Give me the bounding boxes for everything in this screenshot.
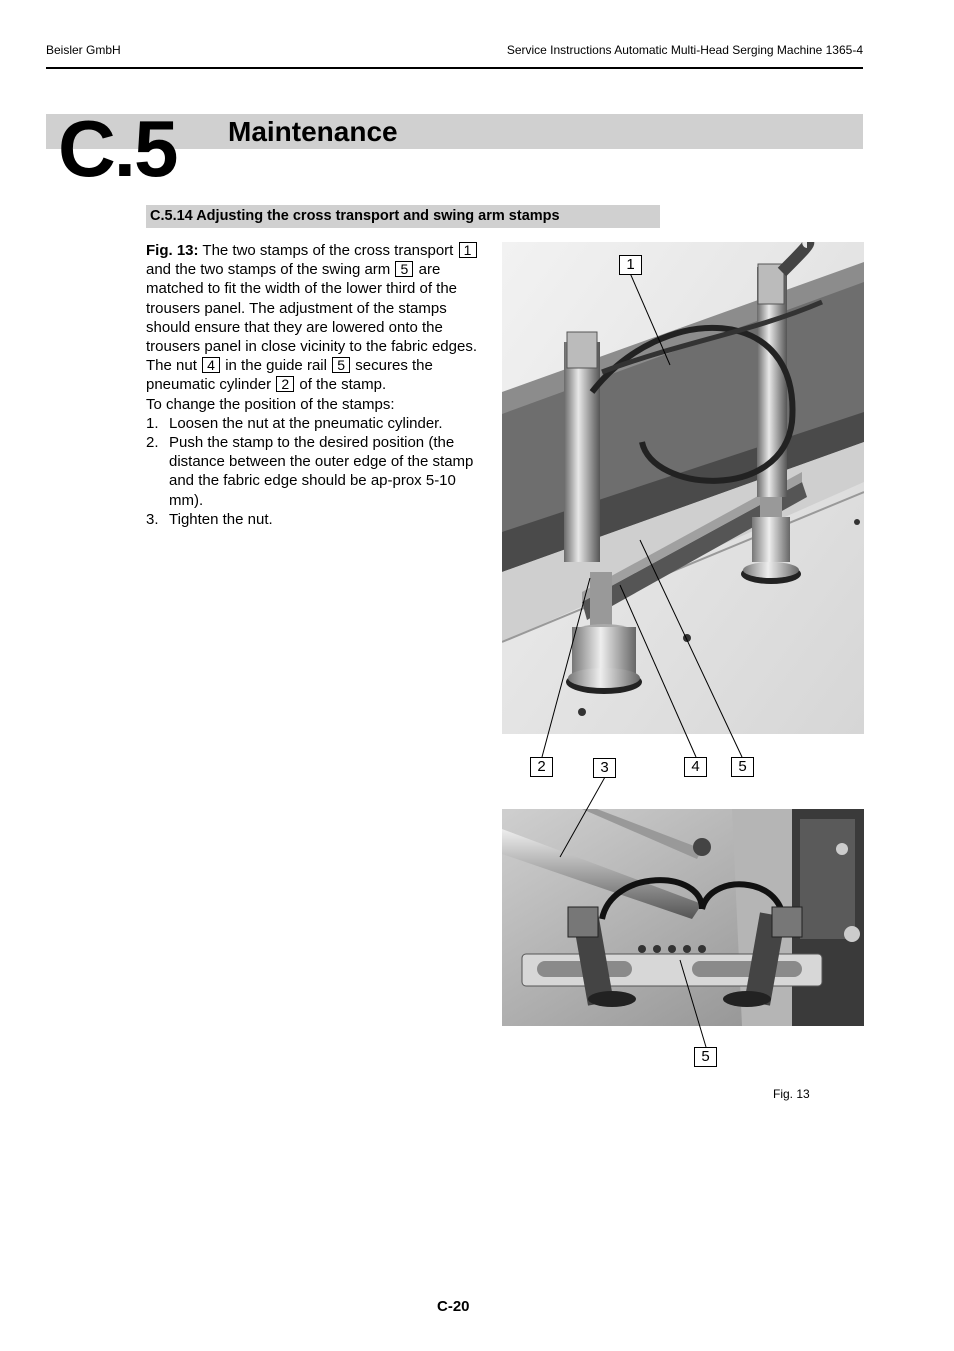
text-run: of the stamp. <box>295 376 387 394</box>
step-text: Push the stamp to the desired position (the distance between the outer edge of the stamp and the fabric edge should be ap-prox 5-10 mm). <box>169 434 474 509</box>
callout-label-1: 1 <box>619 255 642 275</box>
callout-label-3: 3 <box>593 758 616 778</box>
figure-caption: Fig. 13 <box>773 1087 810 1101</box>
instruction-text <box>146 241 491 529</box>
paragraph-nut <box>146 356 491 394</box>
chapter-title: Maintenance <box>228 116 398 147</box>
paragraph-change-position: To change the position of the stamps: <box>146 395 395 413</box>
list-item <box>146 510 491 529</box>
callout-label-2: 2 <box>530 757 553 777</box>
step-text: Loosen the nut at the pneumatic cylinder. <box>169 414 443 432</box>
swing-arm-drawing <box>502 809 864 1026</box>
callout-ref-1: 1 <box>459 242 477 258</box>
chapter-number: C.5 <box>58 104 177 193</box>
header-divider <box>46 67 863 69</box>
callout-ref-5: 5 <box>332 357 350 373</box>
step-number: 2. <box>146 434 159 452</box>
machine-photo-drawing <box>502 242 864 734</box>
callout-label-4: 4 <box>684 757 707 777</box>
header-document-title: Service Instructions Automatic Multi-Head Serging Machine 1365-4 <box>506 43 863 57</box>
text-run: are matched to fit the width of the lower third of the trousers panel. The adjustment of the stamps should ensure that they are lowered onto the trousers panel in close vicinity to the fabric edges. <box>146 261 478 356</box>
paragraph-stamps-intro <box>146 241 491 356</box>
callout-ref-2: 2 <box>276 376 294 392</box>
text-run: and the two stamps of the swing arm <box>146 261 395 279</box>
text-run: The nut <box>146 357 202 375</box>
text-run: secures the pneumatic cylinder <box>146 357 433 394</box>
steps-list <box>146 414 491 529</box>
header-company: Beisler GmbH <box>46 43 121 57</box>
figure-reference: Fig. 13: <box>146 242 199 259</box>
callout-label-5-lower: 5 <box>694 1047 717 1067</box>
list-item <box>146 414 491 433</box>
callout-label-5: 5 <box>731 757 754 777</box>
step-number: 3. <box>146 510 159 528</box>
list-item <box>146 433 491 510</box>
machine-photo-swing-arm <box>502 809 864 1026</box>
step-number: 1. <box>146 414 159 432</box>
section-title: C.5.14 Adjusting the cross transport and swing arm stamps <box>150 208 560 224</box>
machine-photo-stamps <box>502 242 864 734</box>
text-run: in the guide rail <box>221 357 332 375</box>
text-run: The two stamps of the cross transport <box>198 242 458 259</box>
callout-ref-4: 4 <box>202 357 220 373</box>
step-text: Tighten the nut. <box>169 510 273 528</box>
callout-ref-5: 5 <box>395 261 413 277</box>
page-number: C-20 <box>437 1298 470 1315</box>
